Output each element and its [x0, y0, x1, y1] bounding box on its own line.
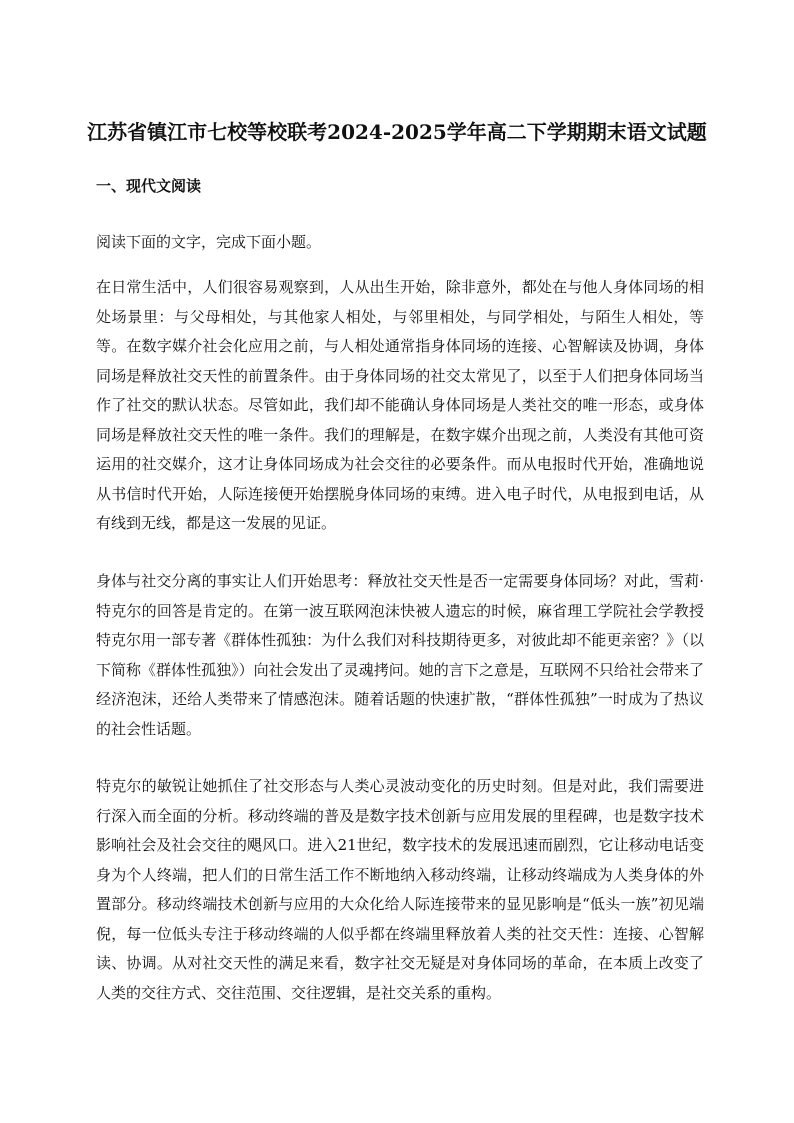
body-paragraph: 特克尔的敏锐让她抓住了社交形态与人类心灵波动变化的历史时刻。但是对此，我们需要进行深入而全面的分析。移动终端的普及是数字技术创新与应用发展的里程碑，也是数字技术影响社会及社会交往的飓风口。进入21世纪，数字技术的发展迅速而剧烈，它让移动电话变身为个人终端，把人们的日常生活工作不断地纳入移动终端，让移动终端成为人类身体的外置部分。移动终端技术创新与应用的大众化给人际连接带来的显见影响是“低头一族”初见端倪，每一位低头专注于移动终端的人似乎都在终端里释放着人类的社交天性：连接、心智解读、协调。从对社交天性的满足来看，数字社交无疑是对身体同场的革命，在本质上改变了人类的交往方式、交往范围、交往逻辑，是社交关系的重构。 — [96, 777, 704, 1002]
document-title: 江苏省镇江市七校等校联考2024-2025学年高二下学期期末语文试题 — [87, 120, 707, 144]
body-paragraph: 身体与社交分离的事实让人们开始思考：释放社交天性是否一定需要身体同场？对此，雪莉·特克尔的回答是肯定的。在第一波互联网泡沫快被人遗忘的时候，麻省理工学院社会学教授特克尔用一部专著《群体性孤独：为什么我们对科技期待更多，对彼此却不能更亲密？》（以下简称《群体性孤独》）向社会发出了灵魂拷问。她的言下之意是，互联网不只给社会带来了经济泡沫，还给人类带来了情感泡沫。随着话题的快速扩散，“群体性孤独”一时成为了热议的社会性话题。 — [96, 572, 704, 738]
body-paragraph: 在日常生活中，人们很容易观察到，人从出生开始，除非意外，都处在与他人身体同场的相处场景里：与父母相处，与其他家人相处，与邻里相处，与同学相处，与陌生人相处，等等。在数字媒介社会化应用之前，与人相处通常指身体同场的连接、心智解读及协调，身体同场是释放社交天性的前置条件。由于身体同场的社交太常见了，以至于人们把身体同场当作了社交的默认状态。尽管如此，我们却不能确认身体同场是人类社交的唯一形态，或身体同场是释放社交天性的唯一条件。我们的理解是，在数字媒介出现之前，人类没有其他可资运用的社交媒介，这才让身体同场成为社会交往的必要条件。而从电报时代开始，准确地说从书信时代开始，人际连接便开始摆脱身体同场的束缚。进入电子时代，从电报到电话，从有线到无线，都是这一发展的见证。 — [96, 278, 704, 532]
section-heading: 一、现代文阅读 — [96, 177, 202, 195]
reading-instruction: 阅读下面的文字，完成下面小题。 — [96, 233, 322, 251]
